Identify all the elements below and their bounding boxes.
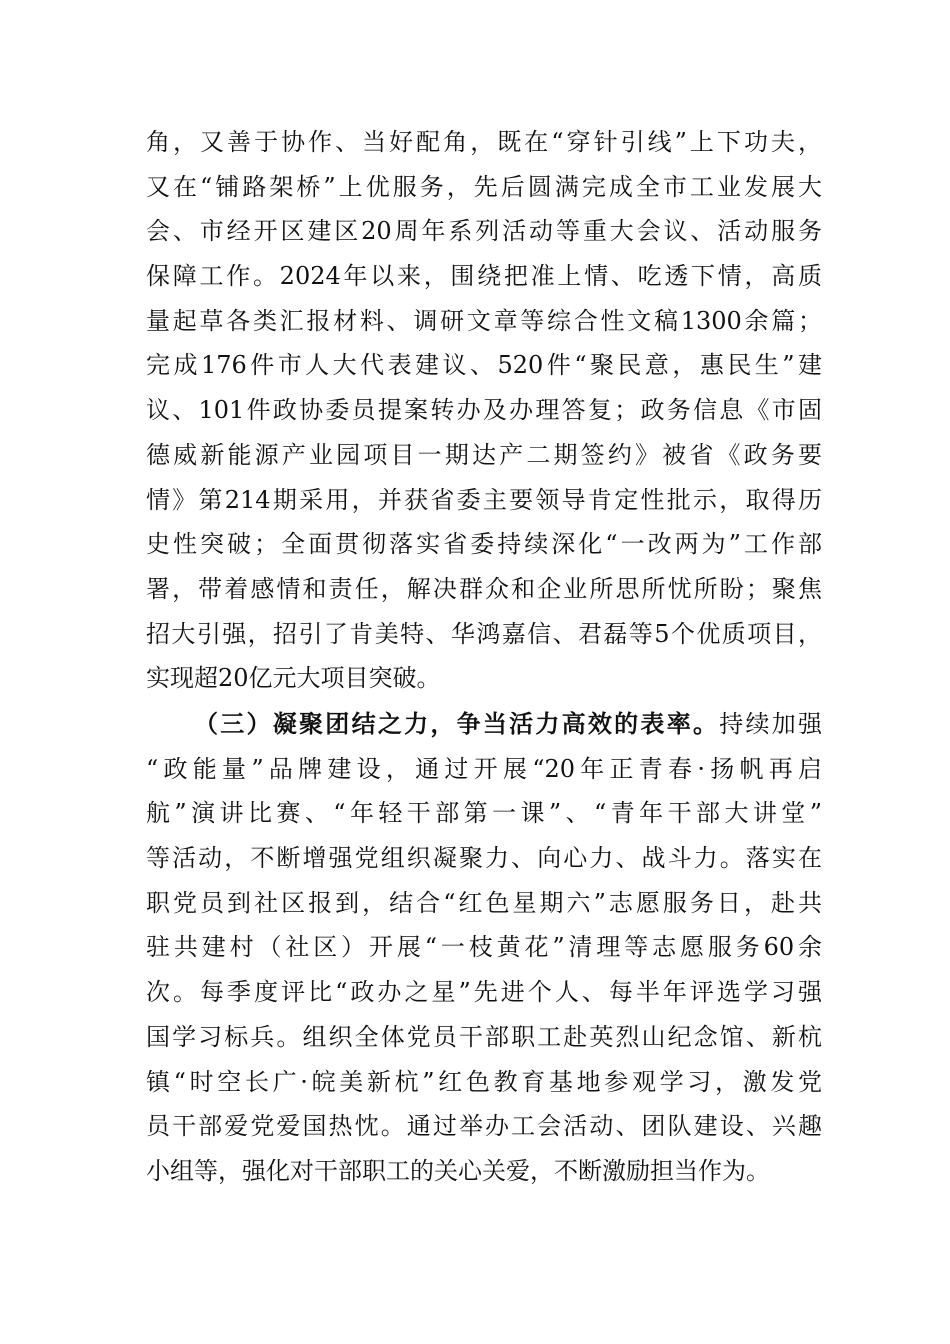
paragraph-2-first-line — [146, 702, 822, 747]
paragraph-1-line: 德威新能源产业园项目一期达产二期签约》被省《政务要 — [146, 440, 822, 469]
paragraph-2-line: “政能量”品牌建设，通过开展“20年正青春·扬帆再启 — [146, 754, 822, 783]
paragraph-1-line: 角，又善于协作、当好配角，既在“穿针引线”上下功夫， — [146, 128, 822, 156]
paragraph-2-first-line-rest: 持续加强 — [719, 710, 823, 738]
paragraph-1-line: 完成176件市人大代表建议、520件“聚民意，惠民生”建 — [146, 351, 822, 380]
paragraph-1-line: 会、市经开区建区20周年系列活动等重大会议、活动服务 — [146, 217, 822, 246]
paragraph-2-line: 国学习标兵。组织全体党员干部职工赴英烈山纪念馆、新杭 — [146, 1022, 822, 1051]
paragraph-1-line: 招大引强，招引了肯美特、华鸿嘉信、君磊等5个优质项目， — [146, 619, 822, 648]
paragraph-2-line: 员干部爱党爱国热忱。通过举办工会活动、团队建设、兴趣 — [146, 1112, 822, 1141]
paragraph-2-line: 小组等，强化对干部职工的关心关爱，不断激励担当作为。 — [146, 1156, 770, 1185]
paragraph-2-line: 镇“时空长广·皖美新杭”红色教育基地参观学习，激发党 — [146, 1067, 822, 1096]
paragraph-2-line: 职党员到社区报到，结合“红色星期六”志愿服务日，赴共 — [146, 888, 822, 917]
paragraph-2-line: 次。每季度评比“政办之星”先进个人、每半年评选学习强 — [146, 978, 822, 1007]
paragraph-1-line: 又在“铺路架桥”上优服务，先后圆满完成全市工业发展大 — [146, 172, 822, 201]
paragraph-1-line: 情》第214期采用，并获省委主要领导肯定性批示，取得历 — [146, 485, 822, 514]
paragraph-1-line: 量起草各类汇报材料、调研文章等综合性文稿1300余篇； — [146, 306, 822, 335]
paragraph-1-line: 议、101件政协委员提案转办及办理答复；政务信息《市固 — [146, 396, 822, 425]
paragraph-2-line: 驻共建村（社区）开展“一枝黄花”清理等志愿服务60余 — [146, 933, 822, 962]
paragraph-1-line: 署，带着感情和责任，解决群众和企业所思所忧所盼；聚焦 — [146, 574, 822, 603]
paragraph-1-line: 保障工作。2024年以来，围绕把准上情、吃透下情，高质 — [146, 262, 822, 291]
section-heading: （三）凝聚团结之力，争当活力高效的表率。 — [194, 709, 720, 738]
paragraph-1-line: 史性突破；全面贯彻落实省委持续深化“一改两为”工作部 — [146, 530, 822, 559]
paragraph-2-line: 等活动，不断增强党组织凝聚力、向心力、战斗力。落实在 — [146, 844, 822, 873]
paragraph-2 — [146, 702, 822, 1194]
paragraph-1 — [146, 120, 822, 701]
paragraph-1-line: 实现超20亿元大项目突破。 — [146, 664, 441, 693]
paragraph-2-line: 航”演讲比赛、“年轻干部第一课”、“青年干部大讲堂” — [146, 799, 822, 828]
